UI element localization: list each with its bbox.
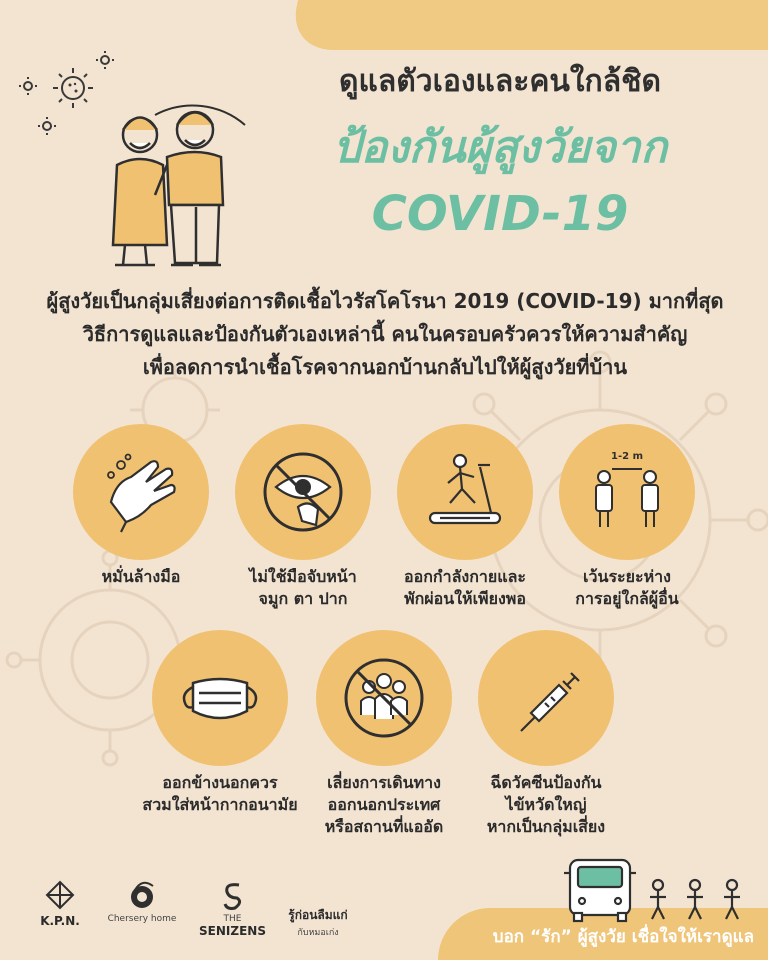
- logo-senizens: [195, 880, 270, 938]
- footer-tagline: บอก “รัก” ผู้สูงวัย เชื่อใจให้เราดูแล: [492, 927, 754, 947]
- tip-5-line-2: สวมใส่หน้ากากอนามัย: [142, 795, 298, 814]
- logo-chersery-name: Chersery home: [107, 914, 177, 924]
- tip-2-circle: [235, 424, 371, 560]
- tip-3-caption: [375, 566, 555, 610]
- tip-2-caption: [213, 566, 393, 610]
- tip-5-circle: [152, 630, 288, 766]
- tip-5-caption: [130, 772, 310, 816]
- tip-3-circle: [397, 424, 533, 560]
- tip-1-line-1: หมั่นล้างมือ: [101, 567, 181, 586]
- tip-6-circle: [316, 630, 452, 766]
- chersery-logo-icon: [127, 880, 157, 910]
- senizens-logo-icon: [221, 880, 245, 910]
- partner-logos: [30, 880, 360, 950]
- tip-7-line-1: ฉีดวัคซีนป้องกัน: [490, 773, 602, 792]
- tip-2-line-1: ไม่ใช้มือจับหน้า: [249, 567, 357, 586]
- title-line-3: COVID-19: [371, 186, 629, 242]
- logo-senizens-name: SENIZENS: [199, 924, 266, 938]
- tip-1-caption: [51, 566, 231, 588]
- intro-paragraph: [40, 285, 730, 384]
- tip-7-circle: [478, 630, 614, 766]
- treadmill-exercise-icon: [420, 447, 510, 537]
- tip-7-line-2: ไข้หวัดใหญ่: [505, 795, 587, 814]
- tip-6-line-3: หรือสถานที่แออัด: [324, 817, 444, 836]
- elderly-couple-illustration: [95, 95, 255, 275]
- intro-line-1: ผู้สูงวัยเป็นกลุ่มเสี่ยงต่อการติดเชื้อไวรัสโคโรนา 2019 (COVID-19) มากที่สุด: [46, 289, 724, 313]
- bus-people-illustration: [560, 855, 760, 925]
- tip-6-line-1: เลี่ยงการเดินทาง: [327, 773, 441, 792]
- tip-7-line-3: หากเป็นกลุ่มเสี่ยง: [486, 817, 606, 836]
- tip-4-line-2: การอยู่ใกล้ผู้อื่น: [575, 589, 679, 608]
- logo-senizens-prefix: THE: [223, 914, 242, 924]
- tip-2-line-2: จมูก ตา ปาก: [258, 589, 348, 608]
- social-distance-icon: [582, 447, 672, 537]
- logo-kpn-name: K.P.N.: [40, 914, 80, 928]
- tip-1-circle: [73, 424, 209, 560]
- tip-6-caption: [294, 772, 474, 838]
- tip-6-line-2: ออกนอกประเทศ: [327, 795, 441, 814]
- title-line-1: ดูแลตัวเองและคนใกล้ชิด: [339, 64, 661, 99]
- tip-4-circle: [559, 424, 695, 560]
- logo-kpn: [30, 880, 90, 928]
- no-crowd-icon: [339, 653, 429, 743]
- tip-3-line-2: พักผ่อนให้เพียงพอ: [404, 589, 526, 608]
- tip-4-caption: [537, 566, 717, 610]
- logo-rukon: [278, 906, 358, 939]
- tip-3-line-1: ออกกำลังกายและ: [404, 567, 526, 586]
- tip-7-caption: [456, 772, 636, 838]
- intro-line-3: เพื่อลดการนำเชื้อโรคจากนอกบ้านกลับไปให้ผู้สูงวัยที่บ้าน: [142, 355, 628, 379]
- kpn-logo-icon: [45, 880, 75, 910]
- title-line-2: ป้องกันผู้สูงวัยจาก: [332, 122, 668, 173]
- logo-rukon-name: รู้ก่อนลืมแก่: [288, 908, 348, 922]
- intro-line-2: วิธีการดูแลและป้องกันตัวเองเหล่านี้ คนในครอบครัวควรให้ความสำคัญ: [82, 322, 688, 346]
- vaccine-syringe-icon: [501, 653, 591, 743]
- logo-rukon-sub: กับหมอเก่ง: [297, 928, 339, 938]
- tip-5-line-1: ออกข้างนอกควร: [162, 773, 278, 792]
- logo-chersery: [102, 880, 182, 924]
- hand-washing-icon: [96, 447, 186, 537]
- tip-4-line-1: เว้นระยะห่าง: [583, 567, 671, 586]
- no-face-touch-icon: [258, 447, 348, 537]
- face-mask-icon: [175, 653, 265, 743]
- distance-label: 1-2 m: [611, 451, 643, 462]
